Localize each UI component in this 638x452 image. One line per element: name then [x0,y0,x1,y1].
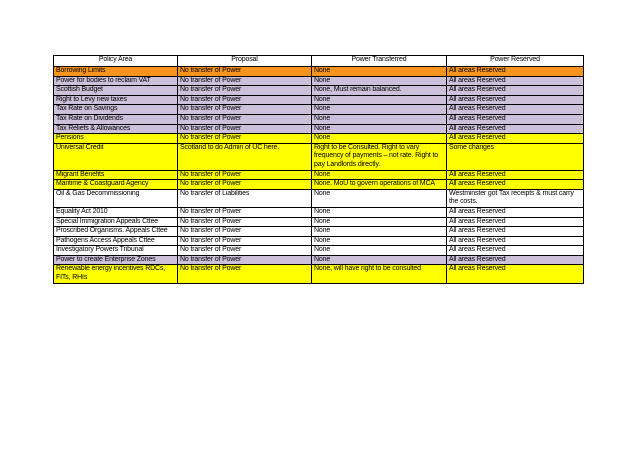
power-reserved-cell: All areas Reserved [447,217,584,227]
power-reserved-cell: All areas Reserved [447,255,584,265]
power-reserved-cell: All areas Reserved [447,265,584,283]
table-row [54,227,584,237]
power-transferred-cell: None [312,255,447,265]
policy-area-cell: Pensions [54,134,178,144]
power-reserved-cell: All areas Reserved [447,105,584,115]
power-transferred-cell: None. MoU to govern operations of MCA [312,180,447,190]
policy-area-cell: Oil & Gas Decommissioning [54,189,178,207]
power-transferred-cell: None, Must remain balanced. [312,86,447,96]
table-row [54,86,584,96]
power-reserved-cell: All areas Reserved [447,76,584,86]
proposal-cell: No transfer of Power [178,105,312,115]
power-transferred-cell: None [312,124,447,134]
power-transferred-cell: None [312,189,447,207]
proposal-cell: No transfer of Power [178,207,312,217]
table-row [54,217,584,227]
power-transferred-cell: None [312,114,447,124]
proposal-cell: No transfer of Power [178,170,312,180]
table-row [54,95,584,105]
header-row [54,56,584,67]
power-reserved-cell: All areas Reserved [447,124,584,134]
policy-area-cell: Universal Credit [54,143,178,170]
power-transferred-cell: None [312,76,447,86]
proposal-cell: No transfer of Power [178,255,312,265]
power-reserved-cell: All areas Reserved [447,134,584,144]
table-row [54,105,584,115]
table-row [54,67,584,77]
policy-area-cell: Equality Act 2010 [54,207,178,217]
power-reserved-cell: All areas Reserved [447,180,584,190]
table-row [54,189,584,207]
proposal-cell: Scotland to do Admin of UC here. [178,143,312,170]
power-transferred-cell: None, will have right to be consulted [312,265,447,283]
table-row [54,124,584,134]
proposal-cell: No transfer of Power [178,67,312,77]
table-body [54,67,584,284]
table-row [54,170,584,180]
policy-area-cell: Tax Reliefs & Allowances [54,124,178,134]
power-transferred-cell: None [312,134,447,144]
proposal-cell: No transfer of Power [178,180,312,190]
power-transferred-cell: None [312,207,447,217]
table-row [54,207,584,217]
policy-area-cell: Tax Rate on Savings [54,105,178,115]
power-reserved-cell: All areas Reserved [447,67,584,77]
table-row [54,180,584,190]
proposal-cell: No transfer of Power [178,124,312,134]
policy-area-cell: Pathogens Access Appeals Cttee [54,236,178,246]
power-reserved-cell: All areas Reserved [447,114,584,124]
power-reserved-cell: All areas Reserved [447,227,584,237]
power-reserved-cell: All areas Reserved [447,236,584,246]
policy-area-cell: Maritime & Coastguard Agency [54,180,178,190]
proposal-cell: No transfer of Power [178,95,312,105]
policy-area-cell: Proscribed Organisms. Appeals Cttee [54,227,178,237]
table-row [54,255,584,265]
policy-area-cell: Right to Levy new taxes [54,95,178,105]
table-row [54,114,584,124]
table-row [54,236,584,246]
policy-area-cell: Power to create Enterprise Zones [54,255,178,265]
table-row [54,265,584,283]
power-reserved-cell: All areas Reserved [447,170,584,180]
header-power-transferred: Power Transferred [312,56,447,67]
policy-table [53,55,584,284]
proposal-cell: No transfer of Power [178,236,312,246]
power-transferred-cell: None [312,105,447,115]
header-proposal: Proposal [178,56,312,67]
power-transferred-cell: None [312,246,447,256]
power-reserved-cell: All areas Reserved [447,86,584,96]
policy-area-cell: Investigatory Powers Tribunal [54,246,178,256]
policy-area-cell: Special Immigration Appeals Cttee [54,217,178,227]
proposal-cell: No transfer of Power [178,217,312,227]
proposal-cell: No transfer of Power [178,227,312,237]
table-row [54,76,584,86]
header-power-reserved: Power Reserved [447,56,584,67]
power-transferred-cell: None [312,95,447,105]
power-transferred-cell: None [312,67,447,77]
policy-area-cell: Borrowing Limits [54,67,178,77]
power-reserved-cell: All areas Reserved [447,246,584,256]
policy-area-cell: Scottish Budget [54,86,178,96]
policy-area-cell: Migrant Benefits [54,170,178,180]
policy-area-cell: Power for bodies to reclaim VAT [54,76,178,86]
power-reserved-cell: All areas Reserved [447,207,584,217]
power-transferred-cell: None [312,217,447,227]
proposal-cell: No transfer of Liabilities [178,189,312,207]
power-transferred-cell: None [312,227,447,237]
policy-area-cell: Tax Rate on Dividends [54,114,178,124]
proposal-cell: No transfer of Power [178,246,312,256]
power-transferred-cell: Right to be Consulted. Right to vary frequency of payments – not rate. Right to pay Landlords directly. [312,143,447,170]
proposal-cell: No transfer of Power [178,76,312,86]
table-row [54,134,584,144]
power-transferred-cell: None [312,236,447,246]
header-policy-area: Policy Area [54,56,178,67]
proposal-cell: No transfer of Power [178,134,312,144]
policy-area-cell: Renewable energy incentives RDCs, FITs, RHIs [54,265,178,283]
power-reserved-cell: Westminster got Tax receipts & must carry the costs. [447,189,584,207]
proposal-cell: No transfer of Power [178,265,312,283]
proposal-cell: No transfer of Power [178,86,312,96]
proposal-cell: No transfer of Power [178,114,312,124]
power-reserved-cell: Some changes [447,143,584,170]
table-row [54,143,584,170]
power-reserved-cell: All areas Reserved [447,95,584,105]
table-row [54,246,584,256]
power-transferred-cell: None [312,170,447,180]
